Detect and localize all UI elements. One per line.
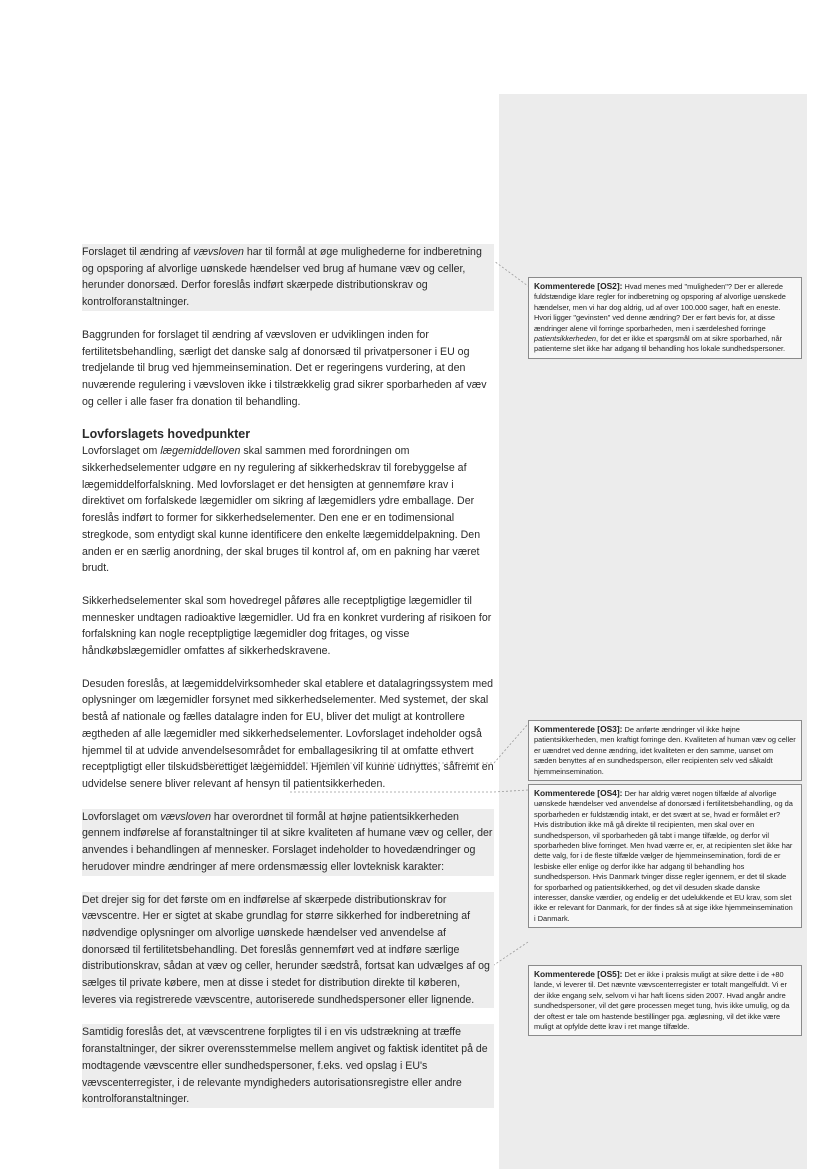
section-heading: Lovforslagets hovedpunkter [82, 427, 251, 442]
comment-os2[interactable]: Kommenterede [OS2]: Hvad menes med "muligheden"? Der er allerede fuldstændige klare regler for indberetning og opsporing af alvorlige uønskede hændelser, men vi har dog aldrig, ud af over 100.000 sager, haft en eneste. Hvori ligger "gevinsten" ved denne ændring? Der er ført bevis for, at disse ændringer alene vil forringe sporbarheden, men i særdeleshed forringe patientsikkerheden, for det er ikke et spørgsmål om at sikre sporbarhed, når patienterne slet ikke har adgang til behandling hos lokale sundhedspersoner. [528, 277, 802, 359]
paragraph-2: Baggrunden for forslaget til ændring af vævsloven er udviklingen inden for fertilitetsbehandling, særligt det danske salg af donorsæd til privatpersoner i EU og tredjelande til brug ved hjemmeinsemination. Det er regeringens vurdering, at den nuværende regulering i vævsloven ikke i tilstrækkelig grad sikrer sporbarheden af væv og celler i alle faser fra donation til behandling. [82, 328, 487, 408]
paragraph-7: Det drejer sig for det første om en indførelse af skærpede distributionskrav for vævscentre. Her er sigtet at skabe grundlag for større sikkerhed for indberetning af nødvendige oplysninger om alvorlige uønskede hændelser ved anvendelse af donorsæd til fertilitetsbehandling. Det foreslås gennemført ved at indføre særlige distributionskrav, sådan at væv og celler, herunder sædstrå, fortsat kan udvælges af og sælges til private købere, men at disse i stedet for distribution direkte til køberen, leveres via registrerede vævscentre, autoriserede sundhedspersoner eller lignende. [82, 892, 494, 1009]
paragraph-6: Lovforslaget om vævsloven har overordnet til formål at højne patientsikkerheden gennem indførelse af foranstaltninger til at sikre kvaliteten af humane væv og celler, der anvendes i behandlingen af mennesker. Forslaget indeholder to hovedændringer og herudover mindre ændringer af mere ordensmæssig eller lovteknisk karakter: [82, 809, 494, 876]
paragraph-3: Lovforslaget om lægemiddelloven skal sammen med forordningen om sikkerhedselementer udgøre en ny regulering af sikkerhedskrav til forebyggelse af lægemiddelforfalskning. Med lovforslaget er det hensigten at gennemføre krav i direktivet om forfalskede lægemidler om sikring af lægemidlers ydre emballage. Der foreslås indført to former for sikkerhedselementer. Den ene er en todimensional stregkode, som entydigt skal kunne identificere den enkelte lægemiddelpakning. Den anden er en særlig anordning, der skal bruges til kontrol af, om en pakning har været brudt. [82, 445, 481, 575]
comment-os4-body: Hvis distribution ikke må gå direkte til recipienten, men skal over en sundhedsperson, vil sporbarheden gå tabt i mange tilfælde, og derfor vil sporbarheden blive forringet. Men hvad værre er, er, at recipienten slet ikke har dette valg, for i de fleste tilfælde vælger de hjemmeinsemination, fordi de er lesbiske eller enlige og derfor ikke har adgang til behandling hos sundhedsperson. Hvis Danmark tvinger disse regler igennem, er det til skade for sporbarhed og patientsikkerhed, og det vil desuden skade danske interesser, danske værdier, og endelig er det udelukkende et EU krav, som slet ikke er relevant for Danmark, for der findes så at sige ikke hjemmeinsemination i Danmark. [534, 820, 793, 923]
comment-os4[interactable]: Kommenterede [OS4]: Der har aldrig været nogen tilfælde af alvorlige uønskede hændelser ved anvendelse af donorsæd i fertilitetsbehandling, og da sporbarheden er fuldstændig intakt, er det svært at se, hvad er formålet er? Hvis distribution ikke må gå direkte til recipienten, men skal over en sundhedsperson, vil sporbarheden gå tabt i mange tilfælde, og derfor vil sporbarheden blive forringet. Men hvad værre er, er, at recipienten slet ikke har dette valg, for i de fleste tilfælde vælger de hjemmeinsemination, fordi de er lesbiske eller enlige og derfor ikke har adgang til behandling hos sundhedsperson. Hvis Danmark tvinger disse regler igennem, er det til skade for sporbarhed og patientsikkerhed, og det vil desuden skade danske interesser, danske værdier, og endelig er det udelukkende et EU krav, som slet ikke er relevant for Danmark, for der findes så at sige ikke hjemmeinsemination i Danmark. [528, 784, 802, 928]
comment-label: Kommenterede [OS5]: [534, 969, 623, 979]
comment-label: Kommenterede [OS2]: [534, 281, 623, 291]
comment-os3[interactable]: Kommenterede [OS3]: De anførte ændringer vil ikke højne patientsikkerheden, men kraftigt forringe den. Kvaliteten af human væv og celler er uændret ved denne ændring, idet kvaliteten er den samme, uanset om sæden benyttes af en sundhedsperson, eller recipienten selv ved såkaldt hjemmeinsemination. [528, 720, 802, 781]
paragraph-5: Desuden foreslås, at lægemiddelvirksomheder skal etablere et datalagringssystem med oplysninger om lægemidler forsynet med sikkerhedselementer. Med systemet, der skal bestå af nationale og fælles datalagre inden for EU, bliver det muligt at kontrollere ægtheden af alle lægemidler med sikkerhedselementer. Lovforslaget indeholder også hjemmel til at udvide anvendelsesområdet for emballagesikring til at omfatte ethvert receptpligtigt eller tilskudsberettiget lægemiddel. Hjemlen vil kunne udnyttes, såfremt en udvidelse senere bliver relevant af hensyn til patientsikkerheden. [82, 677, 494, 790]
comment-os5[interactable]: Kommenterede [OS5]: Det er ikke i praksis muligt at sikre dette i de +80 lande, vi leverer til. Det nævnte vævscenterregister er totalt mangelfuldt. Vi er der ikke engang selv, selvom vi har haft licens siden 2007. Hvad angår andre sundhedspersoner, vil det gøre processen meget tung, hvis ikke umulig, og da der oftest er tale om hastende bestillinger pga. ægløsning, vil det ikke være muligt at opfylde dette krav i ret mange tilfælde. [528, 965, 802, 1036]
comment-label: Kommenterede [OS4]: [534, 788, 623, 798]
paragraph-1: Forslaget til ændring af vævsloven har til formål at øge mulighederne for indberetning og opsporing af alvorlige uønskede hændelser ved brug af humane væv og celler, herunder donorsæd. Derfor foreslås indført skærpede distributionskrav og kontrolforanstaltninger. [82, 244, 494, 311]
comment-label: Kommenterede [OS3]: [534, 724, 623, 734]
paragraph-8: Samtidig foreslås det, at vævscentrene forpligtes til i en vis udstrækning at træffe foranstaltninger, der sikrer overensstemmelse mellem angivet og faktisk identitet på de modtagende vævscentre eller sundhedspersoner, f.eks. ved opslag i EU's vævscenterregister, i de relevante myndigheders autorisationsregistre eller andre kontrolforanstaltninger. [82, 1024, 494, 1108]
paragraph-4: Sikkerhedselementer skal som hovedregel påføres alle receptpligtige lægemidler til mennesker undtagen radioaktive lægemidler. Ud fra en konkret vurdering af risikoen for forfalskning kan nogle receptpligtige lægemidler dog fritages, og visse håndkøbslægemidler omfattes af sikkerhedskravene. [82, 594, 492, 658]
document-body [82, 244, 494, 1124]
